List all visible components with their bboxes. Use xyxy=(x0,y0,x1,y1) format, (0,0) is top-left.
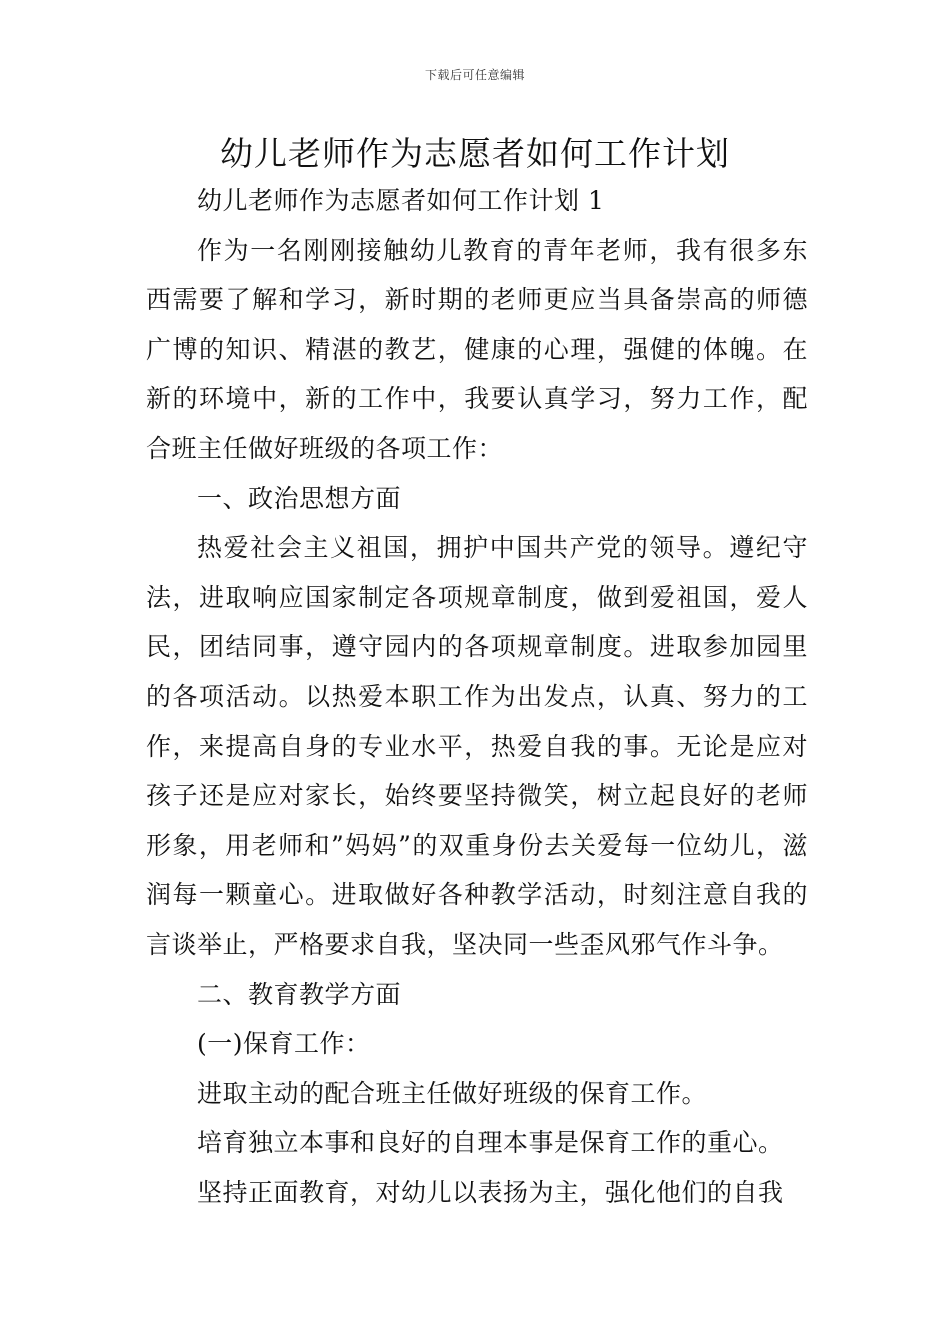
document-title: 幼儿老师作为志愿者如何工作计划 xyxy=(220,134,730,173)
paragraph: 培育独立本事和良好的自理本事是保育工作的重心。 xyxy=(197,1128,784,1158)
document-body xyxy=(146,176,808,1217)
section-heading: 二、教育教学方面 xyxy=(197,979,402,1009)
section-heading: 幼儿老师作为志愿者如何工作计划 1 xyxy=(197,186,605,215)
paragraph: 热爱社会主义祖国，拥护中国共产党的领导。遵纪守法，进取响应国家制定各项规章制度，做到爱祖国，爱人民，团结同事，遵守园内的各项规章制度。进取参加园里的各项活动。以热爱本职工作为出发点，认真、努力的工作，来提高自身的专业水平，热爱自我的事。无论是应对孩子还是应对家长，始终要坚持微笑，树立起良好的老师形象，用老师和”妈妈”的双重身份去关爱每一位幼儿，滋润每一颗童心。进取做好各种教学活动，时刻注意自我的言谈举止，严格要求自我，坚决同一些歪风邪气作斗争。 xyxy=(146,533,808,959)
subsection-heading: (一)保育工作： xyxy=(197,1029,371,1059)
header-note: 下载后可任意编辑 xyxy=(424,68,525,82)
paragraph: 坚持正面教育，对幼儿以表扬为主，强化他们的自我 xyxy=(197,1177,784,1207)
paragraph: 进取主动的配合班主任做好班级的保育工作。 xyxy=(197,1078,708,1108)
section-heading: 一、政治思想方面 xyxy=(197,483,402,513)
paragraph: 作为一名刚刚接触幼儿教育的青年老师，我有很多东西需要了解和学习，新时期的老师更应当具备崇高的师德广博的知识、精湛的教艺，健康的心理，强健的体魄。在新的环境中，新的工作中，我要认真学习，努力工作，配合班主任做好班级的各项工作： xyxy=(146,235,808,463)
